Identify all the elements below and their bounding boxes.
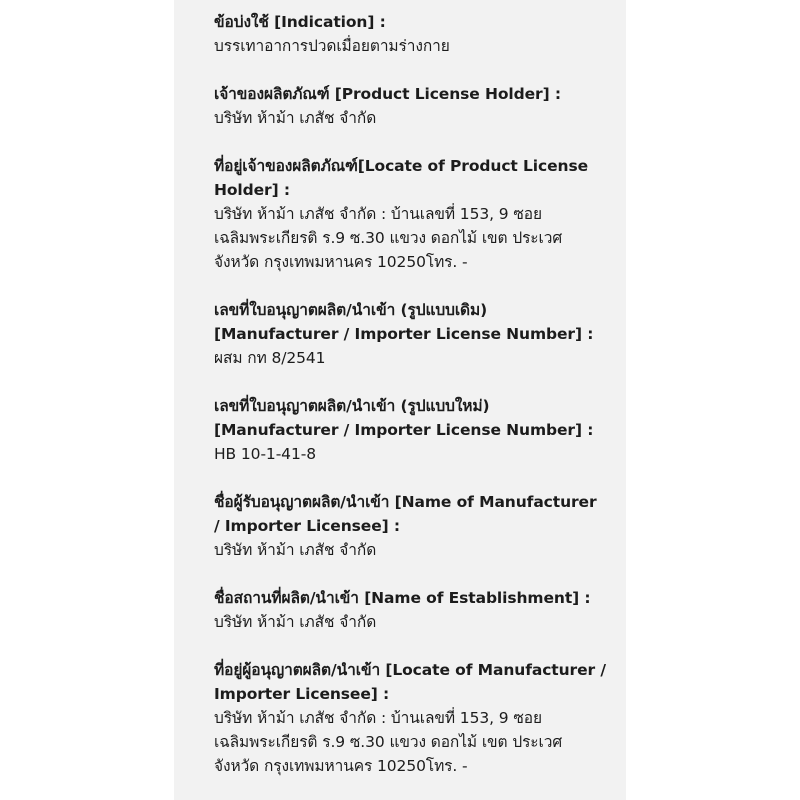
field-value: บริษัท ห้าม้า เภสัช จำกัด bbox=[214, 109, 377, 127]
field-license-number-old bbox=[214, 298, 614, 370]
field-licensee-address bbox=[214, 658, 614, 778]
field-label: ชื่อสถานที่ผลิต/นำเข้า [Name of Establishment] : bbox=[214, 589, 591, 607]
field-establishment-name bbox=[214, 586, 614, 634]
field-value: ผสม กท 8/2541 bbox=[214, 349, 326, 367]
field-label: ข้อบ่งใช้ [Indication] : bbox=[214, 13, 386, 31]
field-label: ที่อยู่เจ้าของผลิตภัณฑ์[Locate of Product License Holder] : bbox=[214, 157, 588, 199]
field-value: บริษัท ห้าม้า เภสัช จำกัด bbox=[214, 613, 377, 631]
field-label: เจ้าของผลิตภัณฑ์ [Product License Holder] : bbox=[214, 85, 561, 103]
field-indication bbox=[214, 10, 614, 58]
field-label: ที่อยู่ผู้อนุญาตผลิต/นำเข้า [Locate of Manufacturer / Importer Licensee] : bbox=[214, 661, 606, 703]
product-info bbox=[214, 10, 614, 800]
field-holder-address bbox=[214, 154, 614, 274]
field-label: เลขที่ใบอนุญาตผลิต/นำเข้า (รูปแบบใหม่) [Manufacturer / Importer License Number] : bbox=[214, 397, 594, 439]
field-value: บริษัท ห้าม้า เภสัช จำกัด : บ้านเลขที่ 153, 9 ซอย เฉลิมพระเกียรติ ร.9 ซ.30 แขวง ดอกไม้ เขต ประเวศ จังหวัด กรุงเทพมหานคร 10250โทร. - bbox=[214, 205, 563, 271]
field-value: HB 10-1-41-8 bbox=[214, 445, 316, 463]
field-value: บริษัท ห้าม้า เภสัช จำกัด bbox=[214, 541, 377, 559]
field-licensee-name bbox=[214, 490, 614, 562]
field-license-number-new bbox=[214, 394, 614, 466]
field-label: เลขที่ใบอนุญาตผลิต/นำเข้า (รูปแบบเดิม) [Manufacturer / Importer License Number] : bbox=[214, 301, 594, 343]
field-label: ชื่อผู้รับอนุญาตผลิต/นำเข้า [Name of Manufacturer / Importer Licensee] : bbox=[214, 493, 597, 535]
content-panel[interactable] bbox=[174, 0, 626, 800]
field-value: บริษัท ห้าม้า เภสัช จำกัด : บ้านเลขที่ 153, 9 ซอย เฉลิมพระเกียรติ ร.9 ซ.30 แขวง ดอกไม้ เขต ประเวศ จังหวัด กรุงเทพมหานคร 10250โทร. - bbox=[214, 709, 563, 775]
field-value: บรรเทาอาการปวดเมื่อยตามร่างกาย bbox=[214, 37, 450, 55]
field-product-license-holder bbox=[214, 82, 614, 130]
